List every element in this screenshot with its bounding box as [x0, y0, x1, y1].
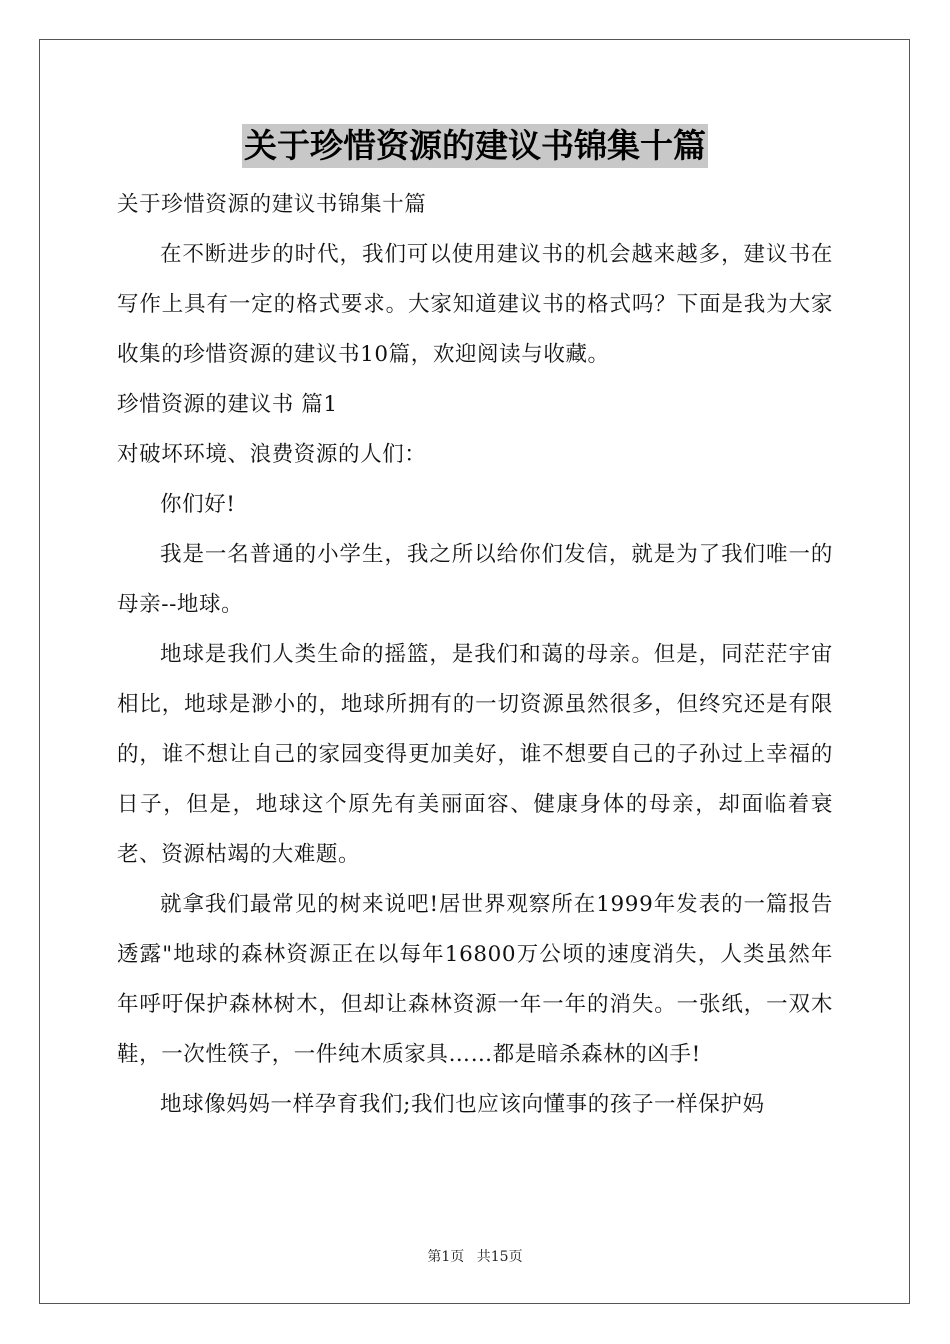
salutation: 对破坏环境、浪费资源的人们：	[117, 442, 427, 467]
section-heading: 珍惜资源的建议书 篇1	[117, 392, 338, 417]
paragraph: 地球像妈妈一样孕育我们;我们也应该向懂事的孩子一样保护妈	[160, 1092, 765, 1117]
paragraph: 在不断进步的时代，我们可以使用建议书的机会越来越多，建议书在写作上具有一定的格式要求。大家知道建议书的格式吗？下面是我为大家收集的珍惜资源的建议书10篇，欢迎阅读与收藏。	[117, 242, 833, 367]
title-container	[0, 124, 950, 168]
paragraph: 我是一名普通的小学生，我之所以给你们发信，就是为了我们唯一的母亲--地球。	[117, 542, 833, 617]
greeting: 你们好!	[160, 492, 236, 517]
page-total: 共15页	[476, 1249, 523, 1265]
document-body	[117, 180, 833, 1130]
page-footer	[0, 1246, 950, 1266]
document-title: 关于珍惜资源的建议书锦集十篇	[242, 124, 708, 168]
paragraph: 地球是我们人类生命的摇篮，是我们和蔼的母亲。但是，同茫茫宇宙相比，地球是渺小的，地球所拥有的一切资源虽然很多，但终究还是有限的，谁不想让自己的家园变得更加美好，谁不想要自己的子孙过上幸福的日子，但是，地球这个原先有美丽面容、健康身体的母亲，却面临着衰老、资源枯竭的大难题。	[117, 642, 833, 867]
page-number: 第1页	[427, 1249, 465, 1265]
paragraph: 就拿我们最常见的树来说吧!居世界观察所在1999年发表的一篇报告透露"地球的森林资源正在以每年16800万公顷的速度消失，人类虽然年年呼吁保护森林树木，但却让森林资源一年一年的消失。一张纸，一双木鞋，一次性筷子，一件纯木质家具……都是暗杀森林的凶手!	[117, 892, 833, 1067]
paragraph: 关于珍惜资源的建议书锦集十篇	[117, 192, 427, 217]
